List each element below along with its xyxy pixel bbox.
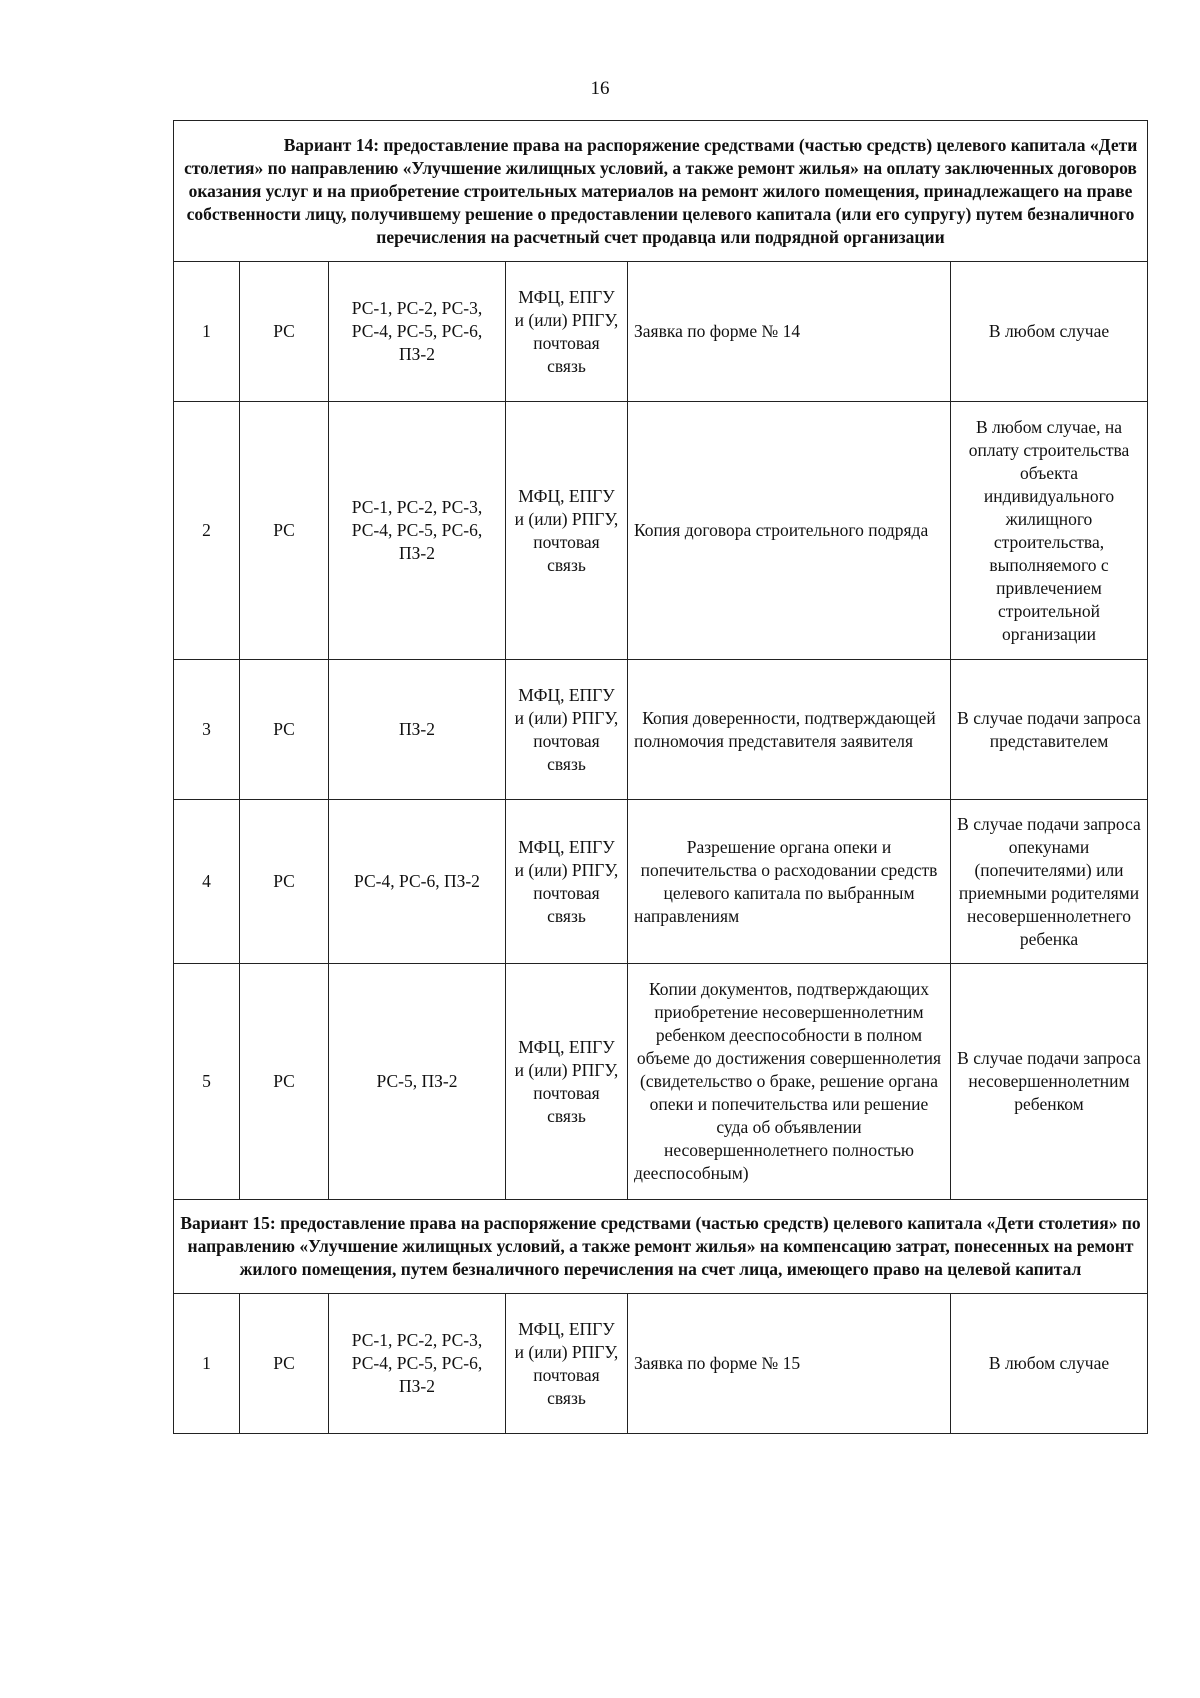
row-number: 1 (174, 1294, 240, 1434)
channel-cell: МФЦ, ЕПГУ и (или) РПГУ, почтовая связь (506, 964, 628, 1200)
condition-cell: В случае подачи запроса представителем (951, 660, 1148, 800)
applicant-cell: РС (240, 800, 329, 964)
channel-cell: МФЦ, ЕПГУ и (или) РПГУ, почтовая связь (506, 800, 628, 964)
channel-cell: МФЦ, ЕПГУ и (или) РПГУ, почтовая связь (506, 1294, 628, 1434)
channel-cell: МФЦ, ЕПГУ и (или) РПГУ, почтовая связь (506, 660, 628, 800)
channel-cell: МФЦ, ЕПГУ и (или) РПГУ, почтовая связь (506, 402, 628, 660)
channel-cell: МФЦ, ЕПГУ и (или) РПГУ, почтовая связь (506, 262, 628, 402)
condition-cell: В случае подачи запроса несовершеннолетним ребенком (951, 964, 1148, 1200)
row-number: 4 (174, 800, 240, 964)
variant-header-row (174, 1200, 1148, 1294)
condition-cell: В любом случае, на оплату строительства объекта индивидуального жилищного строительства, выполняемого с привлечением строительной организации (951, 402, 1148, 660)
row-number: 5 (174, 964, 240, 1200)
categories-cell: РС-1, РС-2, РС-3, РС-4, РС-5, РС-6, ПЗ-2 (329, 1294, 506, 1434)
applicant-cell: РС (240, 660, 329, 800)
page-number: 16 (590, 78, 610, 99)
variant-15-title-text: Вариант 15: предоставление права на распоряжение средствами (частью средств) целевого капитала «Дети столетия» по направлению «Улучшение жилищных условий, а также ремонт жилья» на компенсацию затрат, понесенных на ремонт жилого помещения, путем безналичного перечисления на счет лица, имеющего право на целевой капитал (180, 1213, 1141, 1279)
categories-cell: РС-1, РС-2, РС-3, РС-4, РС-5, РС-6, ПЗ-2 (329, 402, 506, 660)
variant-14-title (174, 121, 1148, 262)
variant-14-title-text: Вариант 14: предоставление права на распоряжение средствами (частью средств) целевого капитала «Дети столетия» по направлению «Улучшение жилищных условий, а также ремонт жилья» на оплату заключенных договоров оказания услуг и на приобретение строительных материалов на ремонт жилого помещения, принадлежащего на праве собственности лицу, получившему решение о предоставлении целевого капитала (или его супругу) путем безналичного перечисления на расчетный счет продавца или подрядной организации (184, 134, 1138, 247)
table-row (174, 800, 1148, 964)
categories-cell: РС-4, РС-6, ПЗ-2 (329, 800, 506, 964)
table-row (174, 964, 1148, 1200)
condition-cell: В любом случае (951, 1294, 1148, 1434)
variant-15-title (174, 1200, 1148, 1294)
categories-cell: ПЗ-2 (329, 660, 506, 800)
applicant-cell: РС (240, 402, 329, 660)
applicant-cell: РС (240, 964, 329, 1200)
row-number: 2 (174, 402, 240, 660)
condition-cell: В любом случае (951, 262, 1148, 402)
document-cell: Заявка по форме № 15 (628, 1294, 951, 1434)
table-row (174, 660, 1148, 800)
table-row (174, 402, 1148, 660)
document-cell: Копии документов, подтверждающих приобретение несовершеннолетним ребенком дееспособности в полном объеме до достижения совершеннолетия (свидетельство о браке, решение органа опеки и попечительства или решение суда об объявлении несовершеннолетнего полностью дееспособным) (628, 964, 951, 1200)
row-number: 1 (174, 262, 240, 402)
categories-cell: РС-1, РС-2, РС-3, РС-4, РС-5, РС-6, ПЗ-2 (329, 262, 506, 402)
documents-table (173, 120, 1148, 1434)
table-row (174, 1294, 1148, 1434)
document-cell: Заявка по форме № 14 (628, 262, 951, 402)
variant-header-row (174, 121, 1148, 262)
document-cell: Копия договора строительного подряда (628, 402, 951, 660)
row-number: 3 (174, 660, 240, 800)
categories-cell: РС-5, ПЗ-2 (329, 964, 506, 1200)
document-cell: Копия доверенности, подтверждающей полномочия представителя заявителя (628, 660, 951, 800)
applicant-cell: РС (240, 262, 329, 402)
applicant-cell: РС (240, 1294, 329, 1434)
table-row (174, 262, 1148, 402)
document-cell: Разрешение органа опеки и попечительства о расходовании средств целевого капитала по выбранным направлениям (628, 800, 951, 964)
condition-cell: В случае подачи запроса опекунами (попечителями) или приемными родителями несовершеннолетнего ребенка (951, 800, 1148, 964)
